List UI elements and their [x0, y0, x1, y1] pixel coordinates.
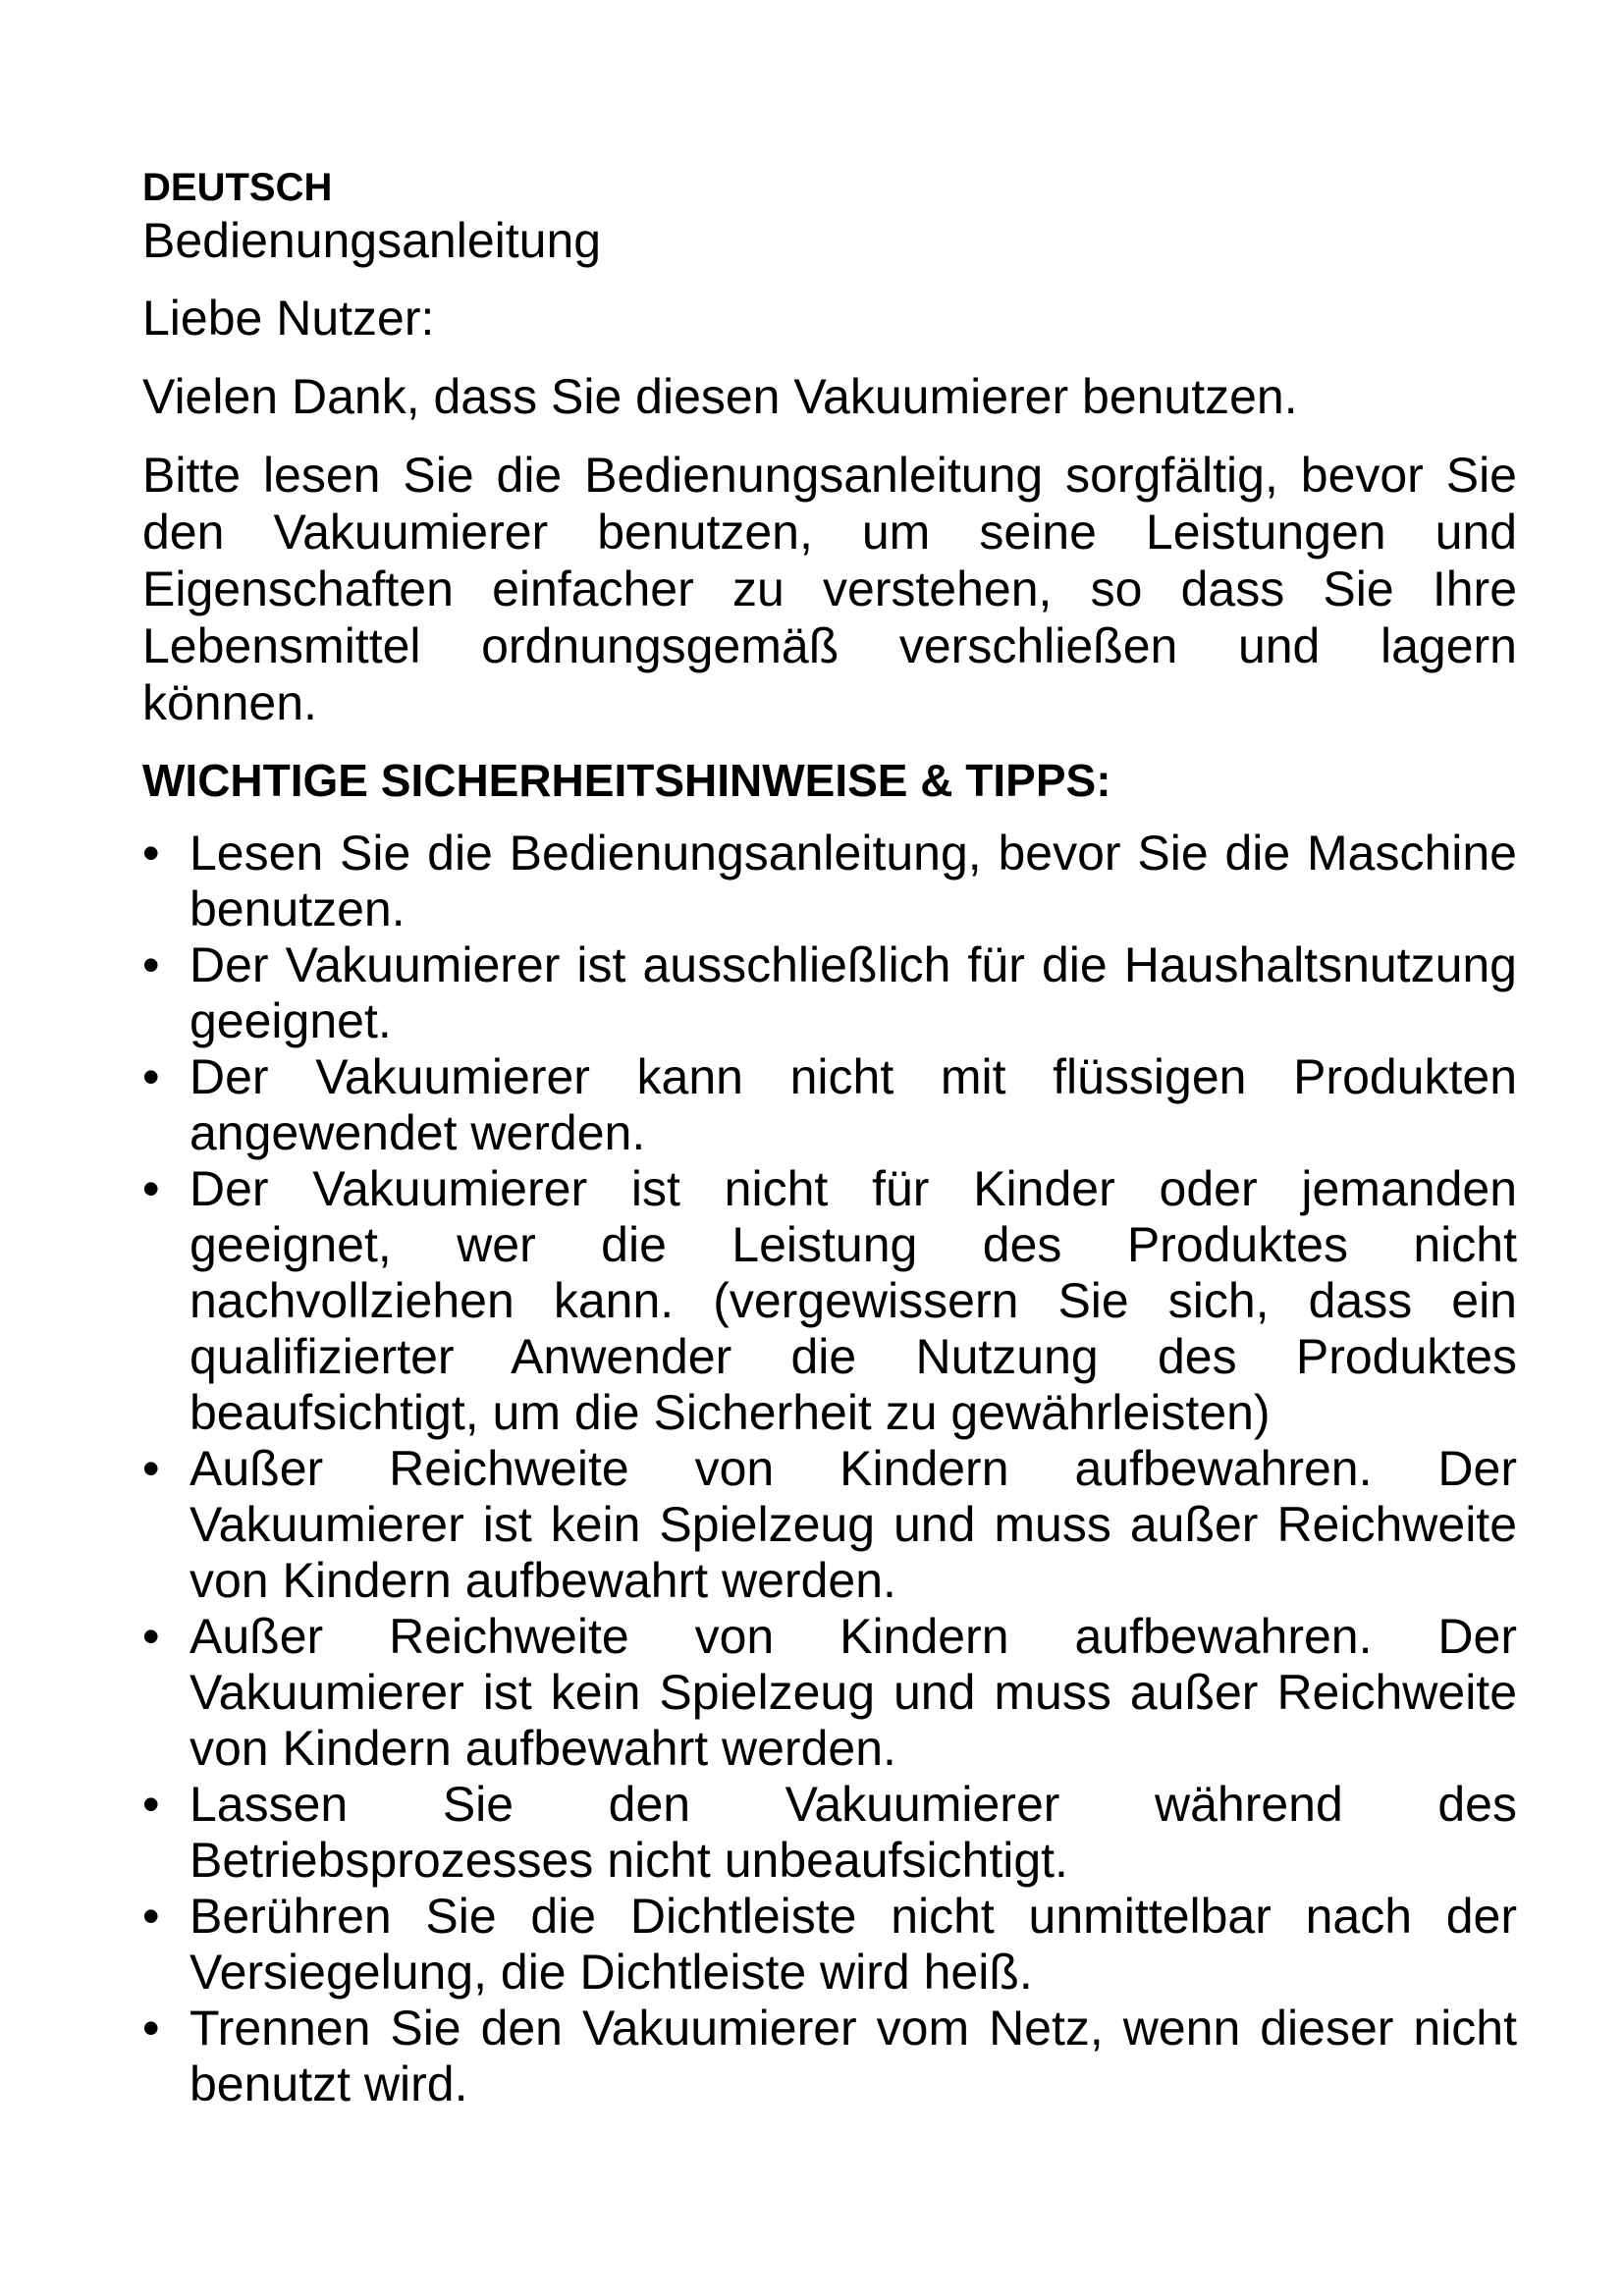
tip-text: Außer Reichweite von Kindern aufbewahren. Der Vakuumierer ist kein Spielzeug und muss außer Reichweite von Kindern aufbewahrt werden.	[189, 1441, 1517, 1608]
list-item	[142, 1609, 1517, 1777]
tip-text: Lesen Sie die Bedienungsanleitung, bevor Sie die Maschine benutzen.	[189, 826, 1517, 936]
tip-text: Der Vakuumierer ist nicht für Kinder oder jemanden geeignet, wer die Leistung des Produktes nicht nachvollziehen kann. (vergewissern Sie sich, dass ein qualifizierter Anwender die Nutzung des Produktes beaufsichtigt, um die Sicherheit zu gewährleisten)	[189, 1161, 1517, 1440]
tip-text: Lassen Sie den Vakuumierer während des Betriebsprozesses nicht unbeaufsichtigt.	[189, 1777, 1517, 1888]
tip-text: Der Vakuumierer kann nicht mit flüssigen Produkten angewendet werden.	[189, 1049, 1517, 1160]
bullet-icon: •	[142, 1609, 160, 1664]
list-item	[142, 1889, 1517, 2001]
manual-page	[142, 162, 1517, 2112]
bullet-icon: •	[142, 1889, 160, 1944]
intro-paragraph: Bitte lesen Sie die Bedienungsanleitung sorgfältig, bevor Sie den Vakuumierer benutzen, um seine Leistungen und Eigenschaften einfacher zu verstehen, so dass Sie Ihre Lebensmittel ordnungsgemäß verschließen und lagern können.	[142, 448, 1517, 730]
bullet-icon: •	[142, 1161, 160, 1216]
bullet-icon: •	[142, 1777, 160, 1832]
list-item	[142, 937, 1517, 1049]
greeting: Liebe Nutzer:	[142, 291, 435, 346]
safety-tips-list	[142, 826, 1517, 2112]
list-item	[142, 826, 1517, 937]
tip-text: Außer Reichweite von Kindern aufbewahren. Der Vakuumierer ist kein Spielzeug und muss außer Reichweite von Kindern aufbewahrt werden.	[189, 1609, 1517, 1776]
tip-text: Berühren Sie die Dichtleiste nicht unmittelbar nach der Versiegelung, die Dichtleiste wird heiß.	[189, 1889, 1517, 2000]
safety-heading: WICHTIGE SICHERHEITSHINWEISE & TIPPS:	[142, 755, 1111, 806]
list-item	[142, 1161, 1517, 1441]
bullet-icon: •	[142, 2001, 160, 2056]
language-label: DEUTSCH	[142, 166, 333, 209]
list-item	[142, 1049, 1517, 1161]
bullet-icon: •	[142, 1049, 160, 1104]
tip-text: Trennen Sie den Vakuumierer vom Netz, wenn dieser nicht benutzt wird.	[189, 2001, 1517, 2111]
bullet-icon: •	[142, 937, 160, 992]
thanks-text: Vielen Dank, dass Sie diesen Vakuumierer benutzen.	[142, 369, 1298, 424]
list-item	[142, 1441, 1517, 1609]
document-title: Bedienungsanleitung	[142, 213, 602, 268]
bullet-icon: •	[142, 826, 160, 881]
tip-text: Der Vakuumierer ist ausschließlich für die Haushaltsnutzung geeignet.	[189, 937, 1517, 1048]
list-item	[142, 1777, 1517, 1889]
list-item	[142, 2001, 1517, 2112]
bullet-icon: •	[142, 1441, 160, 1496]
